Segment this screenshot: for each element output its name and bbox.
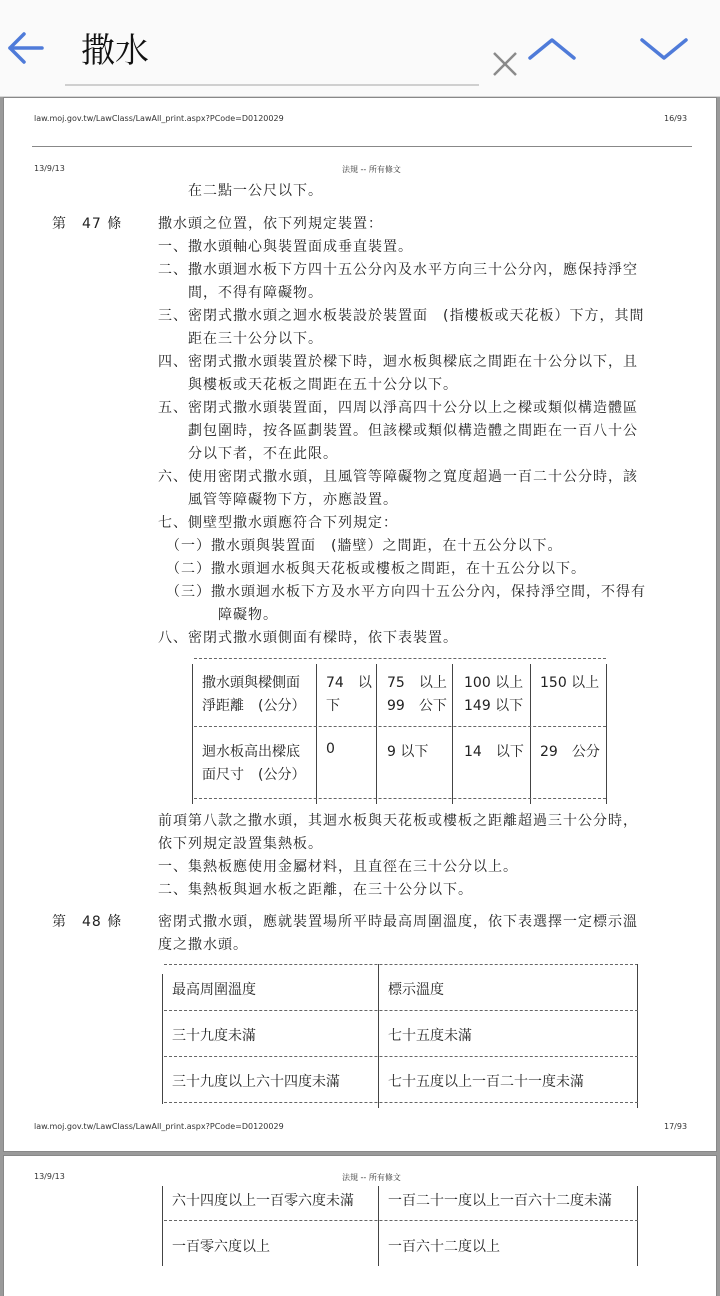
text-line: 障礙物。 xyxy=(158,607,278,623)
print-date: 13/9/13 xyxy=(34,164,65,173)
text-line: 四、密閉式撒水頭裝置於樑下時，迴水板與樑底之間距在十公分以下，且 xyxy=(158,354,638,370)
table-cell: 三十九度未滿 xyxy=(172,1028,256,1044)
table-cell: 一百六十二度以上 xyxy=(388,1239,500,1255)
text-line: 三、密閉式撒水頭之迴水板裝設於裝置面 (指樓板或天花板）下方，其間 xyxy=(158,308,645,324)
table-cell: 標示溫度 xyxy=(388,982,444,998)
search-field xyxy=(65,18,479,86)
table-border xyxy=(164,964,638,965)
table-border xyxy=(162,974,163,1104)
table-border xyxy=(194,726,606,727)
previous-match-button[interactable] xyxy=(526,34,578,64)
chevron-up-icon xyxy=(526,34,578,64)
page-number: 17/93 xyxy=(664,1122,688,1131)
article-label: 第 48 條 xyxy=(52,914,123,930)
page-url: law.moj.gov.tw/LawClass/LawAll_print.aspx?PCode=D0120029 xyxy=(34,114,284,123)
text-line: （二）撒水頭迴水板與天花板或樓板之間距，在十五公分以下。 xyxy=(158,561,586,577)
table-border xyxy=(452,664,453,804)
table-cell: 100 以上 xyxy=(464,675,524,691)
table-cell: 七十五度以上一百二十一度未滿 xyxy=(388,1074,584,1090)
pdf-page xyxy=(4,1156,716,1296)
table-border xyxy=(164,1220,638,1221)
table-cell: 149 以下 xyxy=(464,698,524,714)
table-cell: 淨距離 (公分） xyxy=(202,698,306,714)
text-line: 二、撒水頭迴水板下方四十五公分內及水平方向三十公分內，應保持淨空 xyxy=(158,262,638,278)
table-border xyxy=(194,798,606,799)
table-cell: 三十九度以上六十四度未滿 xyxy=(172,1074,340,1090)
text-line: 距在三十公分以下。 xyxy=(158,331,323,347)
pdf-page xyxy=(4,98,716,1151)
chevron-down-icon xyxy=(638,34,690,64)
page-header: 法規 -- 所有條文 xyxy=(342,1173,401,1182)
clear-button[interactable] xyxy=(489,48,521,80)
table-border xyxy=(162,1186,163,1266)
table-cell: 面尺寸 (公分） xyxy=(202,767,306,783)
table-border xyxy=(164,1102,638,1103)
text-line: 風管等障礙物下方，亦應設置。 xyxy=(158,492,398,508)
table-cell: 74 以 xyxy=(326,675,372,691)
table-border xyxy=(378,964,379,1108)
table-cell: 一百零六度以上 xyxy=(172,1239,270,1255)
text-line: 密閉式撒水頭，應就裝置場所平時最高周圍溫度，依下表選擇一定標示溫 xyxy=(158,914,638,930)
next-match-button[interactable] xyxy=(638,34,690,64)
search-input[interactable] xyxy=(81,24,421,70)
table-border xyxy=(164,1010,638,1011)
table-cell: 六十四度以上一百零六度未滿 xyxy=(172,1193,354,1209)
table-border xyxy=(192,664,193,804)
find-in-page-toolbar xyxy=(0,0,720,97)
table-cell: 29 公分 xyxy=(540,744,600,760)
table-cell: 迴水板高出樑底 xyxy=(202,744,300,760)
text-line: 依下列規定設置集熱板。 xyxy=(158,836,323,852)
text-line: 間，不得有障礙物。 xyxy=(158,285,323,301)
article-label: 第 47 條 xyxy=(52,216,123,232)
text-line: 一、撒水頭軸心與裝置面成垂直裝置。 xyxy=(158,239,413,255)
table-cell: 99 公下 xyxy=(387,698,447,714)
page-number: 16/93 xyxy=(664,114,688,123)
table-cell: 0 xyxy=(326,741,335,757)
table-cell: 一百二十一度以上一百六十二度未滿 xyxy=(388,1193,612,1209)
table-cell: 七十五度未滿 xyxy=(388,1028,472,1044)
arrow-left-icon xyxy=(4,22,48,74)
table-border xyxy=(637,1186,638,1266)
text-line: 前項第八款之撒水頭，其迴水板與天花板或樓板之距離超過三十公分時， xyxy=(158,813,638,829)
table-cell: 下 xyxy=(326,698,340,714)
table-cell: 最高周圍溫度 xyxy=(172,982,256,998)
text-line: 六、使用密閉式撒水頭，且風管等障礙物之寬度超過一百二十公分時，該 xyxy=(158,469,638,485)
text-line: 分以下者，不在此限。 xyxy=(158,446,338,462)
close-icon xyxy=(489,48,521,80)
text-line: 八、密閉式撒水頭側面有樑時，依下表裝置。 xyxy=(158,630,458,646)
table-border xyxy=(194,658,606,659)
table-border xyxy=(530,664,531,804)
table-cell: 撒水頭與樑側面 xyxy=(202,675,300,691)
back-button[interactable] xyxy=(4,22,48,74)
text-line: 五、密閉式撒水頭裝置面，四周以淨高四十公分以上之樑或類似構造體區 xyxy=(158,400,638,416)
text-line: 撒水頭之位置，依下列規定裝置： xyxy=(158,216,383,232)
text-line: 與樓板或天花板之間距在五十公分以下。 xyxy=(158,377,458,393)
table-cell: 14 以下 xyxy=(464,744,524,760)
print-date: 13/9/13 xyxy=(34,1172,65,1181)
table-border xyxy=(316,664,317,804)
table-cell: 9 以下 xyxy=(387,744,429,760)
table-border xyxy=(606,664,607,804)
continued-text: 在二點一公尺以下。 xyxy=(188,183,323,199)
text-line: 七、側壁型撒水頭應符合下列規定： xyxy=(158,515,398,531)
table-cell: 150 以上 xyxy=(540,675,600,691)
page-url: law.moj.gov.tw/LawClass/LawAll_print.aspx?PCode=D0120029 xyxy=(34,1122,284,1131)
text-line: 二、集熱板與迴水板之距離，在三十公分以下。 xyxy=(158,882,473,898)
text-line: 一、集熱板應使用金屬材料，且直徑在三十公分以上。 xyxy=(158,859,518,875)
table-border xyxy=(376,664,377,804)
divider xyxy=(32,146,692,147)
table-cell: 75 以上 xyxy=(387,675,447,691)
page-header: 法規 -- 所有條文 xyxy=(342,165,401,174)
text-line: 劃包圍時，按各區劃裝置。但該樑或類似構造體之間距在一百八十公 xyxy=(158,423,638,439)
text-line: （一）撒水頭與裝置面 (牆壁）之間距，在十五公分以下。 xyxy=(158,538,563,554)
table-border xyxy=(164,1056,638,1057)
table-border xyxy=(378,1186,379,1266)
text-line: （三）撒水頭迴水板下方及水平方向四十五公分內，保持淨空間，不得有 xyxy=(158,584,646,600)
text-line: 度之撒水頭。 xyxy=(158,937,248,953)
table-border xyxy=(637,964,638,1108)
